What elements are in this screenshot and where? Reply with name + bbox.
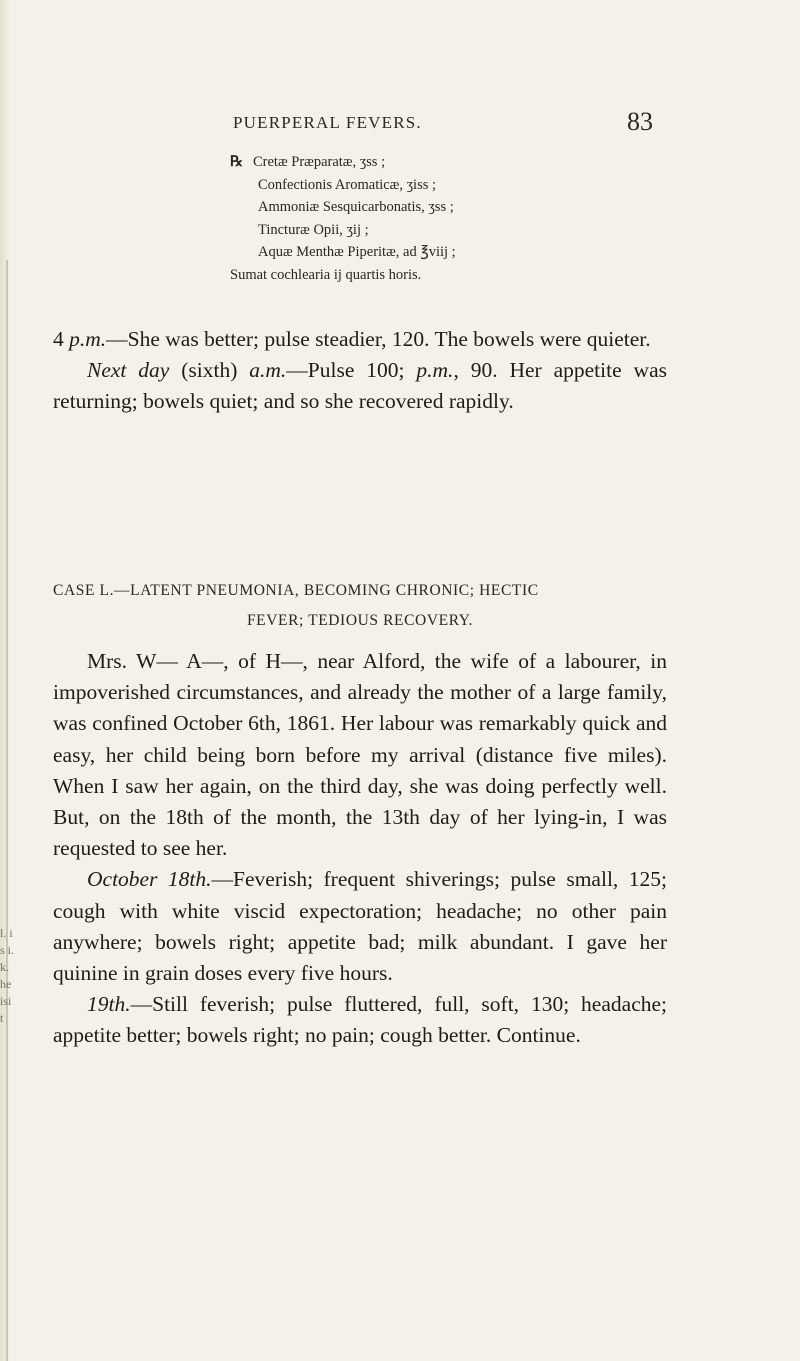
page-number: 83 bbox=[627, 107, 653, 136]
prescription-block bbox=[230, 151, 710, 286]
recipe-symbol-icon: ℞ bbox=[230, 154, 243, 170]
paragraph-text: , 90. Her appetite was returning; bowels quiet; and so she recovered rapidly. bbox=[53, 358, 667, 414]
paragraph-text: —Feverish; frequent shiverings; pulse small, 125; cough with white viscid expectoration; headache; no other pain anywhere; bowels right; appetite bad; milk abundant. I gave her quinine in grain doses every five hours. bbox=[53, 867, 667, 986]
paragraph-october-18 bbox=[53, 864, 667, 989]
next-day-label: Next day bbox=[87, 358, 170, 383]
prescription-line: Aquæ Menthæ Piperitæ, ad ℥viij ; bbox=[258, 244, 456, 260]
pm-label: p.m. bbox=[416, 358, 454, 383]
paragraph-text: (sixth) bbox=[169, 358, 250, 383]
prescription-instructions: Sumat cochlearia ij quartis horis. bbox=[230, 266, 422, 283]
prescription-ingredient: Cretæ Præparatæ, ʒss ; bbox=[253, 154, 386, 170]
case-narrative bbox=[53, 646, 667, 1052]
paragraph-text: —Still feverish; pulse fluttered, full, soft, 130; headache; appetite better; bowels right; no pain; cough better. Continue. bbox=[53, 992, 667, 1048]
prescription-line bbox=[230, 151, 710, 174]
paragraph-text: —She was better; pulse steadier, 120. The bowels were quieter. bbox=[106, 327, 651, 351]
date-label: October 18th. bbox=[87, 867, 212, 892]
prescription-line: Ammoniæ Sesquicarbonatis, ʒss ; bbox=[258, 199, 454, 215]
am-label: a.m. bbox=[249, 358, 287, 383]
running-header bbox=[233, 107, 653, 143]
date-label: 19th. bbox=[87, 992, 131, 1017]
time-note: 4 p.m. bbox=[53, 327, 107, 351]
paragraph-text: —Pulse 100; bbox=[286, 358, 417, 383]
case-heading-line: CASE L.—LATENT PNEUMONIA, BECOMING CHRONIC; HECTIC bbox=[53, 582, 539, 599]
margin-bleed-text: l. is i. k. he isit bbox=[0, 926, 14, 1025]
prescription-line: Tincturæ Opii, ʒij ; bbox=[258, 221, 369, 238]
paragraph-recovery bbox=[53, 324, 667, 418]
case-heading bbox=[53, 576, 667, 636]
binding-edge-line bbox=[6, 260, 8, 1361]
paragraph-history: Mrs. W— A—, of H—, near Alford, the wife of a labourer, in impoverished circumstances, and already the mother of a large family, was confined October 6th, 1861. Her labour was remarkably quick and easy, her child being born before my arrival (distance five miles). When I saw her again, on the third day, she was doing perfectly well. But, on the 18th of the month, the 13th day of her lying-in, I was requested to see her. bbox=[53, 649, 667, 861]
case-heading-line: FEVER; TEDIOUS RECOVERY. bbox=[246, 612, 474, 629]
prescription-line: Confectionis Aromaticæ, ʒiss ; bbox=[258, 176, 437, 193]
paragraph-19th bbox=[53, 989, 667, 1051]
running-title: PUERPERAL FEVERS. bbox=[233, 113, 422, 132]
binding-gutter bbox=[0, 0, 10, 1361]
